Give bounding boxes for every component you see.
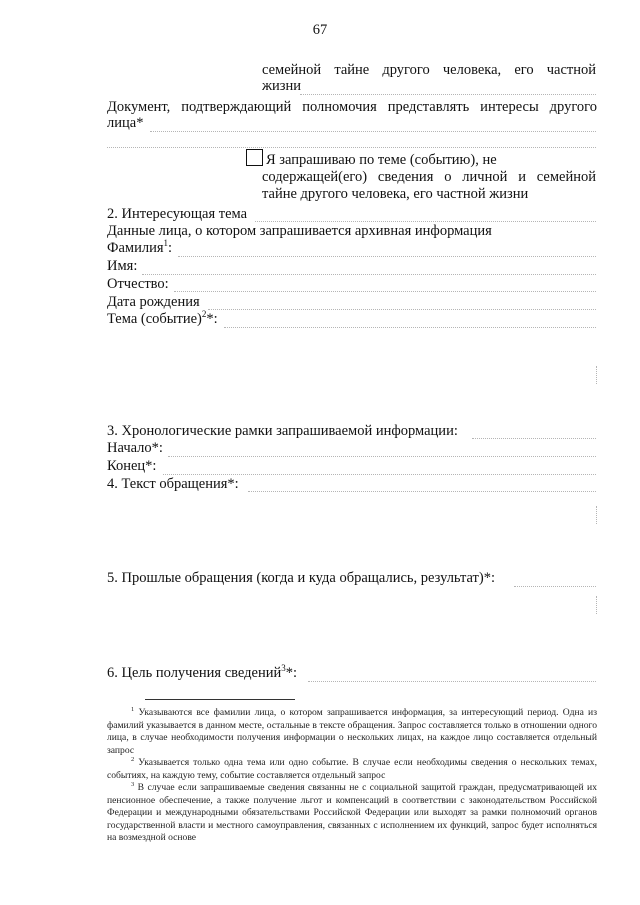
surname-colon: :	[168, 240, 173, 256]
section-6-title-text: 6. Цель получения сведений	[107, 665, 282, 681]
surname-label	[107, 240, 172, 257]
end-date-field[interactable]	[163, 474, 596, 475]
footnote-ref-2: 2	[201, 309, 207, 320]
representative-doc-field-2[interactable]	[107, 147, 596, 148]
page-number: 67	[312, 22, 328, 38]
name-field[interactable]	[142, 274, 596, 275]
dotted-line	[472, 438, 596, 439]
dotted-line	[596, 506, 597, 524]
dotted-line	[596, 596, 597, 614]
end-date-label: Конец*:	[107, 458, 157, 474]
topic-label-suffix: *:	[206, 311, 218, 327]
dotted-line	[596, 366, 597, 384]
footnote-1-text: Указываются все фамилии лица, о котором запрашивается информация, за интересующий период. Одна из фамилий указывается в данном месте, остальные в тексте обращения. Запрос составляется только в отношении одного лица, в случае необходимости получения информации о нескольких лицах, на каждое лицо составляется отдельный запрос	[107, 707, 597, 756]
name-label: Имя:	[107, 258, 138, 274]
section-2-title: 2. Интересующая тема	[107, 206, 248, 222]
checkbox-label-line-3: тайне другого человека, его частной жизни	[262, 186, 529, 202]
continuation-line-1: семейной тайне другого человека, его частной	[262, 62, 596, 78]
topic-label	[107, 311, 218, 328]
checkbox-label-line-2: содержащей(его) сведения о личной и семейной	[262, 169, 596, 185]
section-6-title	[107, 665, 297, 682]
surname-label-text: Фамилия	[107, 240, 164, 256]
footnote-3-text: В случае если запрашиваемые сведения связанны не с социальной защитой граждан, предусматривающей их пенсионное обеспечение, а также получение льгот и компенсаций в соответствии с законодательством Российской Федерации и международными обязательствами Российской Федерации или выходят за рамки полномочий органов государственной власти и местного самоуправления, связанных с исполнением их функций, запрос будет исполняться на возмездной основе	[107, 782, 597, 844]
footnote-2	[107, 757, 597, 782]
section-5-title: 5. Прошлые обращения (когда и куда обращались, результат)*:	[107, 570, 496, 586]
representative-doc-label-2: лица*	[107, 115, 144, 131]
representative-doc-label: Документ, подтверждающий полномочия представлять интересы другого	[107, 99, 597, 115]
section-6-title-suffix: *:	[285, 665, 298, 681]
topic-field[interactable]	[224, 327, 596, 328]
topic-without-personal-data-checkbox[interactable]	[246, 149, 263, 166]
start-date-field[interactable]	[168, 456, 596, 457]
surname-field[interactable]	[178, 256, 596, 257]
section-2-subtitle: Данные лица, о котором запрашивается архивная информация	[107, 223, 492, 239]
checkbox-label-line-1: Я запрашиваю по теме (событию), не	[266, 152, 497, 168]
request-text-field[interactable]	[248, 491, 596, 492]
birthdate-label: Дата рождения	[107, 294, 200, 310]
footnote-2-mark: 2	[131, 755, 135, 763]
purpose-field[interactable]	[308, 681, 596, 682]
section-3-title: 3. Хронологические рамки запрашиваемой информации:	[107, 423, 458, 439]
topic-label-text: Тема (событие)	[107, 311, 202, 327]
footnote-ref-1: 1	[163, 238, 168, 249]
footnote-3	[107, 782, 597, 845]
patronymic-field[interactable]	[174, 291, 596, 292]
footnote-1	[107, 707, 597, 757]
continuation-line-2: жизни	[262, 78, 302, 94]
dotted-line	[300, 94, 596, 95]
footnote-ref-3: 3	[281, 663, 286, 674]
section-4-title: 4. Текст обращения*:	[107, 476, 239, 492]
representative-doc-field[interactable]	[150, 131, 596, 132]
footnote-3-mark: 3	[131, 780, 135, 788]
birthdate-field[interactable]	[208, 309, 596, 310]
patronymic-label: Отчество:	[107, 276, 169, 292]
footnote-1-mark: 1	[131, 705, 135, 713]
dotted-line	[255, 221, 596, 222]
footnote-2-text: Указывается только одна тема или одно событие. В случае если необходимы сведения о нескольких темах, событиях, на каждую тему, событие составляется отдельный запрос	[107, 757, 597, 781]
previous-requests-field[interactable]	[514, 586, 596, 587]
start-date-label: Начало*:	[107, 440, 163, 456]
footnote-separator	[145, 699, 295, 700]
